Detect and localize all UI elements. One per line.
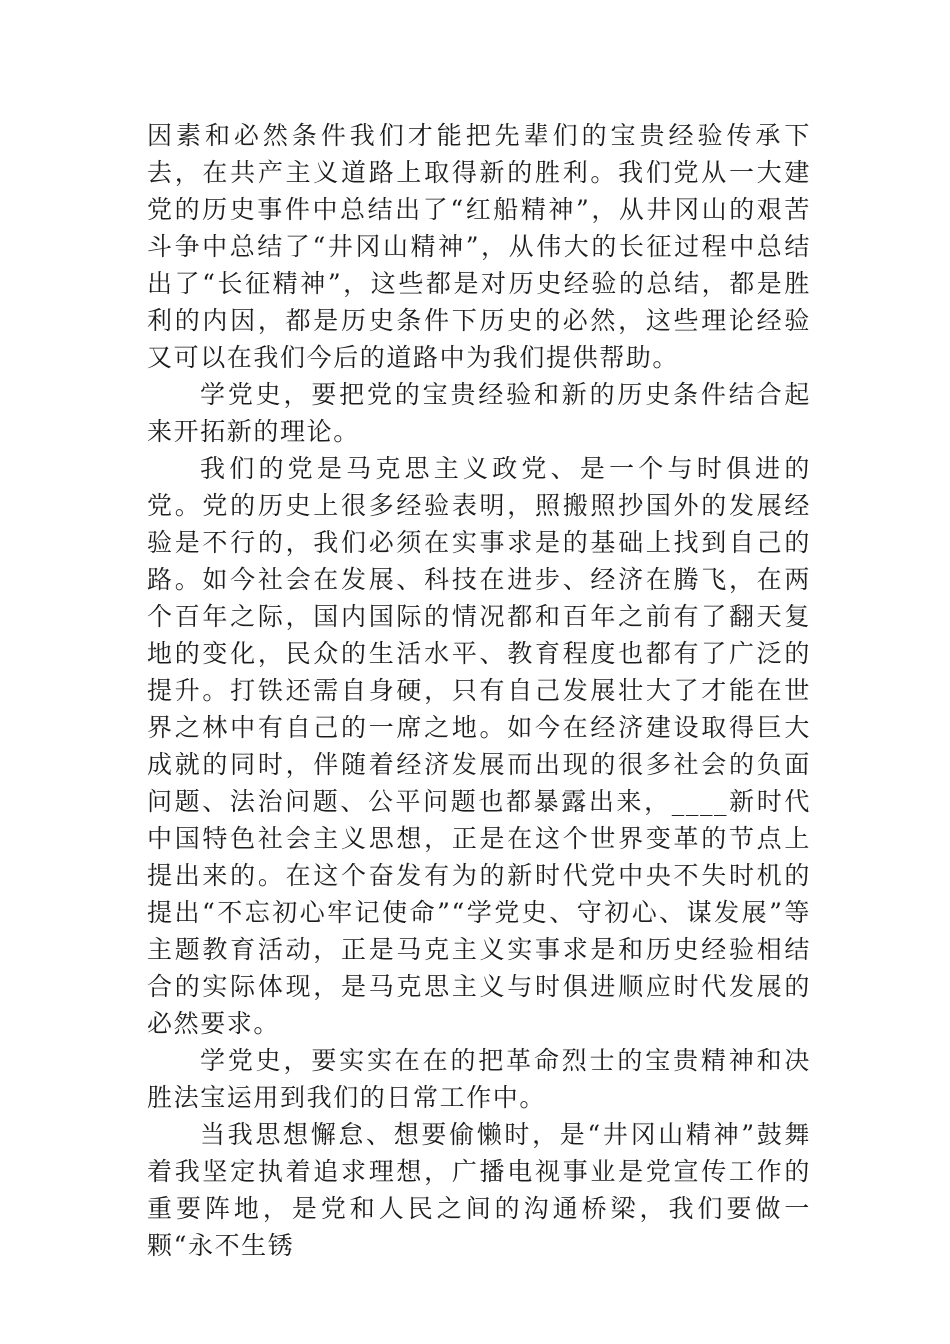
paragraph-3: 我们的党是马克思主义政党、是一个与时俱进的党。党的历史上很多经验表明，照搬照抄国外的发展经验是不行的，我们必须在实事求是的基础上找到自己的路。如今社会在发展、科技在进步、经济在腾飞，在两个百年之际，国内国际的情况都和百年之前有了翻天复地的变化，民众的生活水平、教育程度也都有了广泛的提升。打铁还需自身硬，只有自己发展壮大了才能在世界之林中有自己的一席之地。如今在经济建设取得巨大成就的同时，伴随着经济发展而出现的很多社会的负面问题、法治问题、公平问题也都暴露出来，____新时代中国特色社会主义思想，正是在这个世界变革的节点上提出来的。在这个奋发有为的新时代党中央不失时机的提出“不忘初心牢记使命”“学党史、守初心、谋发展”等主题教育活动，正是马克主义实事求是和历史经验相结合的实际体现，是马克思主义与时俱进顺应时代发展的必然要求。 [147, 454, 811, 1038]
paragraph-2: 学党史，要把党的宝贵经验和新的历史条件结合起来开拓新的理论。 [147, 380, 811, 446]
paragraph-5: 当我思想懈怠、想要偷懒时，是“井冈山精神”鼓舞着我坚定执着追求理想，广播电视事业是党宣传工作的重要阵地，是党和人民之间的沟通桥梁，我们要做一颗“永不生锈 [147, 1120, 811, 1260]
paragraph-4: 学党史，要实实在在的把革命烈士的宝贵精神和决胜法宝运用到我们的日常工作中。 [147, 1046, 811, 1112]
document-body [147, 117, 811, 1264]
paragraph-1: 因素和必然条件我们才能把先辈们的宝贵经验传承下去，在共产主义道路上取得新的胜利。我们党从一大建党的历史事件中总结出了“红船精神”，从井冈山的艰苦斗争中总结了“井冈山精神”，从伟大的长征过程中总结出了“长征精神”，这些都是对历史经验的总结，都是胜利的内因，都是历史条件下历史的必然，这些理论经验又可以在我们今后的道路中为我们提供帮助。 [147, 121, 811, 372]
